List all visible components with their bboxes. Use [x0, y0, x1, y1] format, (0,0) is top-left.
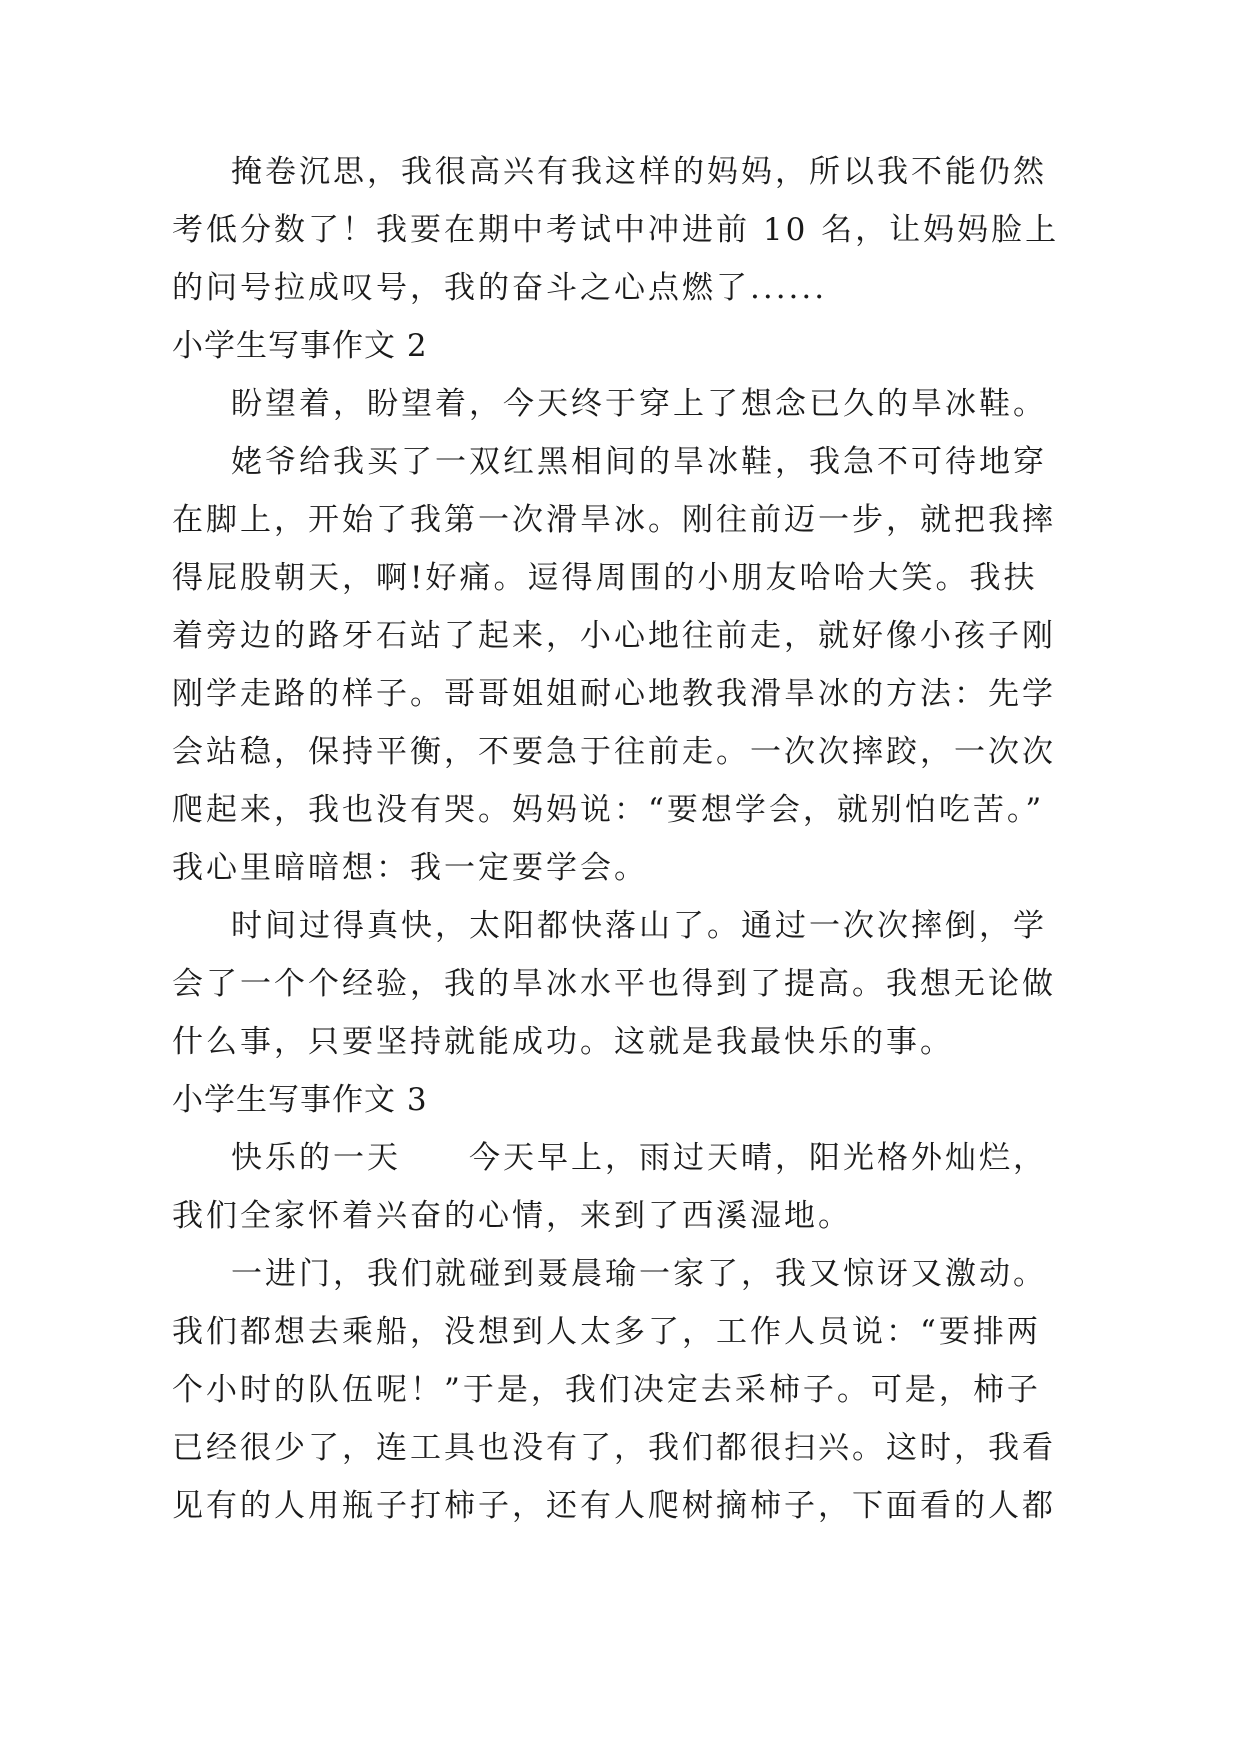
- paragraph-line: 刚学走路的样子。哥哥姐姐耐心地教我滑旱冰的方法：先学: [172, 676, 1056, 712]
- paragraph-line: 我们都想去乘船，没想到人太多了，工作人员说：“要排两: [172, 1314, 1041, 1350]
- section-heading: 小学生写事作文 3: [172, 1082, 428, 1118]
- paragraph-line: 着旁边的路牙石站了起来，小心地往前走，就好像小孩子刚: [172, 618, 1056, 654]
- paragraph-line: 什么事，只要坚持就能成功。这就是我最快乐的事。: [172, 1024, 954, 1060]
- paragraph-line: 见有的人用瓶子打柿子，还有人爬树摘柿子，下面看的人都: [172, 1488, 1056, 1524]
- section-heading: 小学生写事作文 2: [172, 328, 428, 364]
- paragraph-line: 盼望着，盼望着，今天终于穿上了想念已久的旱冰鞋。: [231, 386, 1047, 422]
- paragraph-line: 考低分数了！我要在期中考试中冲进前 10 名，让妈妈脸上: [172, 212, 1060, 248]
- paragraph-line: 个小时的队伍呢！”于是，我们决定去采柿子。可是，柿子: [172, 1372, 1041, 1408]
- paragraph-line: 得屁股朝天，啊!好痛。逗得周围的小朋友哈哈大笑。我扶: [172, 560, 1038, 596]
- paragraph-line: 会站稳，保持平衡，不要急于往前走。一次次摔跤，一次次: [172, 734, 1056, 770]
- paragraph-line: 时间过得真快，太阳都快落山了。通过一次次摔倒，学: [231, 908, 1047, 944]
- paragraph-line: 已经很少了，连工具也没有了，我们都很扫兴。这时，我看: [172, 1430, 1056, 1466]
- paragraph-line: 姥爷给我买了一双红黑相间的旱冰鞋，我急不可待地穿: [231, 444, 1047, 480]
- paragraph-line: 我们全家怀着兴奋的心情，来到了西溪湿地。: [172, 1198, 852, 1234]
- paragraph-line: 的问号拉成叹号，我的奋斗之心点燃了......: [172, 270, 828, 306]
- paragraph-line: 我心里暗暗想：我一定要学会。: [172, 850, 648, 886]
- paragraph-line: 爬起来，我也没有哭。妈妈说：“要想学会，就别怕吃苦。”: [172, 792, 1045, 828]
- paragraph-line: 会了一个个经验，我的旱冰水平也得到了提高。我想无论做: [172, 966, 1056, 1002]
- paragraph-line: 快乐的一天 今天早上，雨过天晴，阳光格外灿烂，: [231, 1140, 1047, 1176]
- paragraph-line: 掩卷沉思，我很高兴有我这样的妈妈，所以我不能仍然: [231, 154, 1047, 190]
- paragraph-line: 一进门，我们就碰到聂晨瑜一家了，我又惊讶又激动。: [231, 1256, 1047, 1292]
- paragraph-line: 在脚上，开始了我第一次滑旱冰。刚往前迈一步，就把我摔: [172, 502, 1056, 538]
